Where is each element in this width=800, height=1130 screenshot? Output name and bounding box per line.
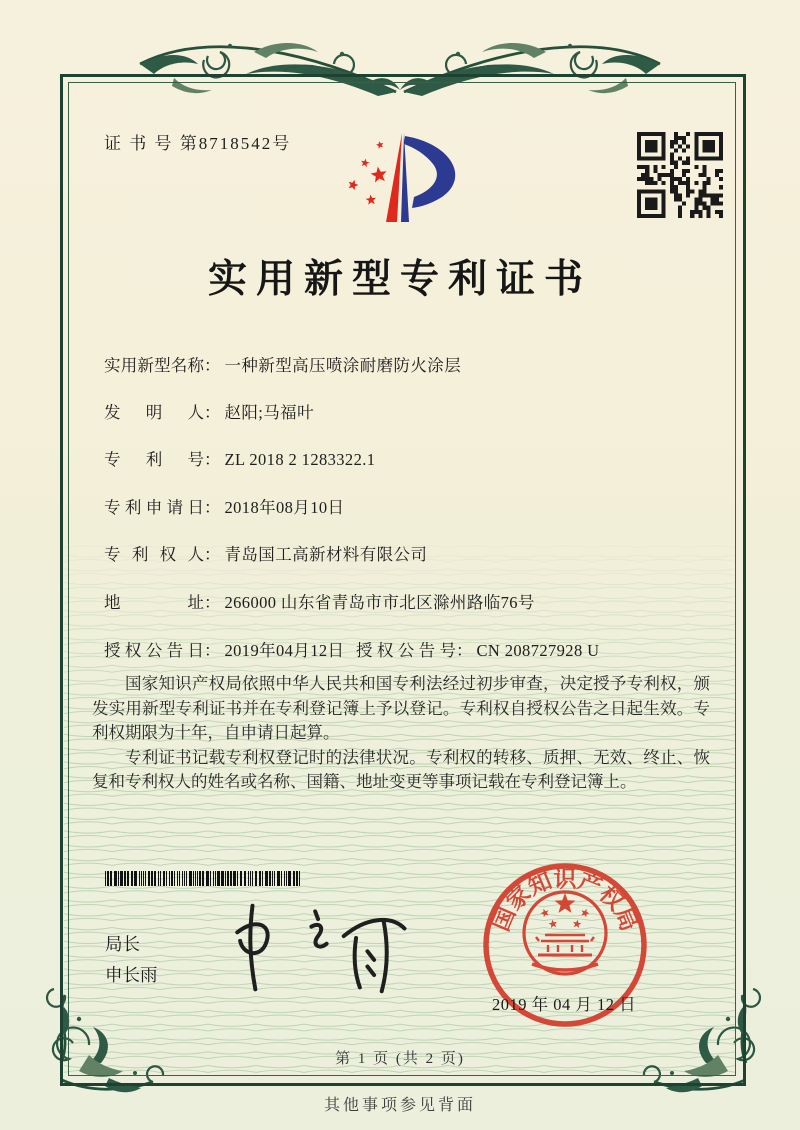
field-label: 专利号	[104, 450, 204, 469]
svg-text:知: 知	[524, 868, 556, 900]
commissioner-block	[105, 929, 158, 991]
svg-text:识: 识	[553, 866, 577, 892]
field-row-name: 实用新型名称： 一种新型高压喷涂耐磨防火涂层	[104, 352, 724, 376]
legal-text	[92, 672, 710, 795]
field-row-patentee: 专利权人： 青岛国工高新材料有限公司	[104, 541, 724, 565]
paragraph: 国家知识产权局依照中华人民共和国专利法经过初步审查，决定授予专利权，颁发实用新型专利证书并在专利登记簿上予以登记。专利权自授权公告之日起生效。专利权期限为十年，自申请日起算。	[92, 674, 710, 742]
barcode-icon	[105, 871, 305, 886]
commissioner-title: 局长	[105, 934, 140, 954]
field-row-inventor: 发明人： 赵阳;马福叶	[104, 399, 724, 423]
back-side-note: 其他事项参见背面	[323, 1097, 476, 1114]
field-value: 赵阳;马福叶	[224, 403, 314, 422]
field-value: CN 208727928 U	[476, 641, 600, 660]
grant-number-group: 授权公告号： CN 208727928 U	[356, 637, 599, 661]
field-label: 授权公告号	[356, 641, 456, 660]
field-row-grant: 授权公告日： 2019年04月12日 授权公告号： CN 208727928 U	[104, 637, 724, 661]
field-label: 发明人	[104, 403, 204, 422]
paragraph: 专利证书记载专利权登记时的法律状况。专利权的转移、质押、无效、终止、恢复和专利权人的姓名或名称、国籍、地址变更等事项记载在专利登记簿上。	[92, 747, 710, 791]
field-value: 青岛国工高新材料有限公司	[224, 545, 428, 564]
field-value: 2018年08月10日	[224, 498, 345, 517]
field-label: 专利申请日	[104, 498, 204, 517]
logo-stars	[349, 141, 387, 205]
cnipa-logo-icon	[330, 128, 480, 238]
seal-date: 2019 年 04 月 12 日	[492, 995, 637, 1014]
seal-stars	[541, 893, 590, 928]
svg-text:产: 产	[574, 868, 606, 900]
field-value: 2019年04月12日	[224, 641, 345, 660]
commissioner-signature-icon	[224, 898, 414, 998]
svg-text:国: 国	[488, 903, 521, 935]
certificate-number: 证 书 号 第8718542号	[104, 134, 292, 153]
field-label: 授权公告日	[104, 641, 204, 660]
field-value: 266000 山东省青岛市市北区滁州路临76号	[224, 593, 535, 612]
svg-text:局: 局	[609, 903, 642, 935]
svg-text:权: 权	[594, 881, 629, 916]
commissioner-name: 申长雨	[105, 965, 158, 985]
national-emblem	[532, 935, 598, 970]
certificate-title: 实用新型专利证书	[207, 258, 592, 301]
field-label: 专利权人	[104, 545, 204, 564]
field-row-patent-no: 专利号： ZL 2018 2 1283322.1	[104, 446, 724, 470]
field-row-address: 地址： 266000 山东省青岛市市北区滁州路临76号	[104, 589, 724, 613]
page-number: 第 1 页 (共 2 页)	[335, 1051, 465, 1067]
field-label: 地址	[104, 593, 204, 612]
qr-code-icon	[637, 132, 723, 218]
field-value: ZL 2018 2 1283322.1	[224, 450, 376, 469]
field-row-filing-date: 专利申请日： 2018年08月10日	[104, 494, 724, 518]
field-value: 一种新型高压喷涂耐磨防火涂层	[224, 356, 462, 375]
svg-text:家: 家	[501, 881, 536, 916]
field-label: 实用新型名称	[104, 356, 204, 375]
